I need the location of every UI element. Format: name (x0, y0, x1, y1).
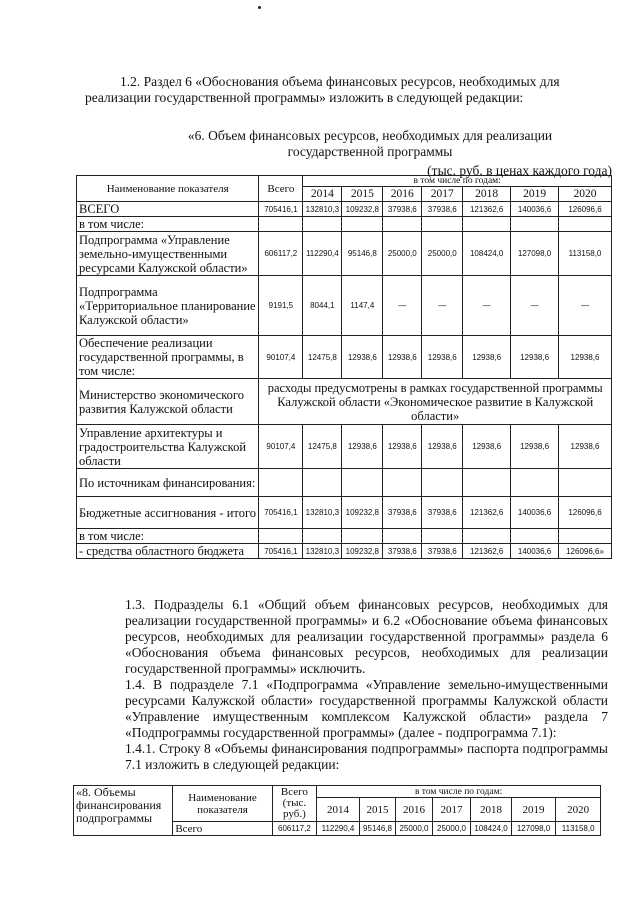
row-value: 25000,0 (432, 822, 471, 836)
units-note: (тыс. руб. в ценах каждого года) (427, 163, 612, 178)
table-row (77, 336, 612, 379)
row-value: 25000,0 (396, 822, 432, 836)
year-header: 2014 (317, 798, 360, 822)
row-total (259, 217, 303, 232)
row-value (342, 217, 383, 232)
subprogram-financing-table (73, 785, 601, 836)
row-name: Бюджетные ассигнования - итого (77, 497, 259, 529)
row-value (463, 217, 511, 232)
year-header: 2019 (511, 798, 556, 822)
row-value: 37938,6 (422, 497, 463, 529)
row-value: 126096,6 (559, 202, 612, 217)
row-total: 90107,4 (259, 425, 303, 469)
row-value: 25000,0 (383, 232, 422, 276)
row-value: 140036,6 (511, 497, 559, 529)
year-header: 2017 (422, 187, 463, 202)
row-name: в том числе: (77, 217, 259, 232)
row-value (559, 469, 612, 497)
row-value (303, 469, 342, 497)
row-value: 126096,6» (559, 544, 612, 559)
table-row (77, 276, 612, 336)
row-value (422, 469, 463, 497)
row-value: 121362,6 (463, 202, 511, 217)
table-row (77, 379, 612, 425)
row-value (559, 217, 612, 232)
row-name: Министерство экономического развития Калужской области (77, 379, 259, 425)
section-title-line-1: «6. Объем финансовых ресурсов, необходимых для реализации (187, 128, 553, 143)
row-name: - средства областного бюджета (77, 544, 259, 559)
row-value: 37938,6 (383, 202, 422, 217)
year-header: 2020 (559, 187, 612, 202)
scan-dot (258, 6, 261, 9)
row-value: 140036,6 (511, 544, 559, 559)
row-value (383, 529, 422, 544)
row-value: 12475,8 (303, 425, 342, 469)
row-value (303, 217, 342, 232)
row-name: Всего (173, 822, 272, 836)
header-years-group: в том числе по годам: (303, 176, 612, 187)
row-value: 109232,8 (342, 544, 383, 559)
row-value: 108424,0 (471, 822, 512, 836)
row-name: По источникам финансирования: (77, 469, 259, 497)
row-total: 606117,2 (259, 232, 303, 276)
table-row (77, 232, 612, 276)
header-years-group: в том числе по годам: (317, 786, 601, 798)
row-value: 12938,6 (422, 336, 463, 379)
row-value (422, 529, 463, 544)
row-value: 112290,4 (303, 232, 342, 276)
table-row (77, 217, 612, 232)
row-value: 109232,8 (342, 497, 383, 529)
row-value (383, 469, 422, 497)
intro-line-2: реализации государственной программы» изложить в следующей редакции: (85, 90, 524, 105)
row-total (259, 529, 303, 544)
financing-table (76, 175, 612, 559)
table-row (77, 544, 612, 559)
row-value: 8044,1 (303, 276, 342, 336)
row-name: Управление архитектуры и градостроительства Калужской области (77, 425, 259, 469)
row-value (511, 529, 559, 544)
row-total (259, 469, 303, 497)
table-row (77, 425, 612, 469)
row-name: ВСЕГО (77, 202, 259, 217)
row-value: 95146,8 (342, 232, 383, 276)
row-total: 606117,2 (272, 822, 317, 836)
row-value: — (422, 276, 463, 336)
row-value: 126096,6 (559, 497, 612, 529)
row-name: Обеспечение реализации государственной программы, в том числе: (77, 336, 259, 379)
row-value: 37938,6 (383, 497, 422, 529)
header-name: Наименование показателя (77, 176, 259, 202)
section-title (150, 128, 590, 160)
paragraph-1-4-1: 1.4.1. Строку 8 «Объемы финансирования подпрограммы» паспорта подпрограммы 7.1 изложить в следующей редакции: (125, 741, 608, 772)
year-header: 2015 (359, 798, 395, 822)
year-header: 2016 (383, 187, 422, 202)
row-value: 132810,3 (303, 497, 342, 529)
row-value: — (463, 276, 511, 336)
row-value: 12938,6 (342, 336, 383, 379)
header-name: Наименование показателя (173, 786, 272, 822)
row-total: 705416,1 (259, 497, 303, 529)
row-value: 108424,0 (463, 232, 511, 276)
row-value: 12938,6 (422, 425, 463, 469)
table-row (77, 469, 612, 497)
year-header: 2014 (303, 187, 342, 202)
year-header: 2018 (463, 187, 511, 202)
row-value: 12938,6 (511, 336, 559, 379)
section-title-line-2: государственной программы (287, 144, 453, 159)
paragraph-1-4: 1.4. В подразделе 7.1 «Подпрограмма «Управление земельно-имущественными ресурсами Калужской области» государственной программы Калужской области «Управление имущественным комплексом Калужской области» раздела 7 «Подпрограммы государственной программы» (далее - подпрограмма 7.1): (125, 677, 608, 740)
year-header: 2018 (471, 798, 512, 822)
year-header: 2020 (556, 798, 601, 822)
row-value: 37938,6 (422, 202, 463, 217)
row-value (342, 469, 383, 497)
row-value (303, 529, 342, 544)
row-value: 109232,8 (342, 202, 383, 217)
row-value: 12938,6 (342, 425, 383, 469)
row-value (463, 529, 511, 544)
row-value: 12938,6 (559, 336, 612, 379)
table-row (77, 497, 612, 529)
row-value: 37938,6 (422, 544, 463, 559)
row-value: 140036,6 (511, 202, 559, 217)
row-value: 37938,6 (383, 544, 422, 559)
row-value: 112290,4 (317, 822, 360, 836)
row-value: 121362,6 (463, 497, 511, 529)
table-row (77, 202, 612, 217)
row-value: 25000,0 (422, 232, 463, 276)
header-total: Всего (тыс. руб.) (272, 786, 317, 822)
row-value: 132810,3 (303, 544, 342, 559)
row-value: 12475,8 (303, 336, 342, 379)
row-value (383, 217, 422, 232)
table-row (77, 529, 612, 544)
row-value: 127098,0 (511, 822, 556, 836)
row-value: 12938,6 (463, 336, 511, 379)
paragraph-1-3: 1.3. Подразделы 6.1 «Общий объем финансовых ресурсов, необходимых для реализации государственной программы» и 6.2 «Обоснование объема финансовых ресурсов, необходимых для реализации государственной программы» раздела 6 «Обоснования объема финансовых ресурсов, необходимых для реализации государственной программы» исключить. (125, 597, 608, 676)
year-header: 2016 (396, 798, 432, 822)
row-value: — (383, 276, 422, 336)
year-header: 2017 (432, 798, 471, 822)
row-value: — (559, 276, 612, 336)
row-value: 12938,6 (383, 425, 422, 469)
row-value: — (511, 276, 559, 336)
intro-line-1: 1.2. Раздел 6 «Обоснования объема финансовых ресурсов, необходимых для (120, 74, 560, 89)
row-value (511, 217, 559, 232)
row-name: в том числе: (77, 529, 259, 544)
year-header: 2019 (511, 187, 559, 202)
row-value: 121362,6 (463, 544, 511, 559)
row-value (422, 217, 463, 232)
row-total: 705416,1 (259, 544, 303, 559)
year-header: 2015 (342, 187, 383, 202)
row-value (342, 529, 383, 544)
row-label: «8. Объемы финансирования подпрограммы (74, 786, 173, 836)
row-value: 1147,4 (342, 276, 383, 336)
row-total: 705416,1 (259, 202, 303, 217)
row-merged-note: расходы предусмотрены в рамках государственной программы Калужской области «Экономическое развитие в Калужской области» (259, 379, 612, 425)
row-value: 12938,6 (511, 425, 559, 469)
row-value: 12938,6 (559, 425, 612, 469)
row-value: 127098,0 (511, 232, 559, 276)
row-name: Подпрограмма «Управление земельно-имущественными ресурсами Калужской области» (77, 232, 259, 276)
row-value: 113158,0 (556, 822, 601, 836)
row-total: 90107,4 (259, 336, 303, 379)
row-name: Подпрограмма «Территориальное планирование Калужской области» (77, 276, 259, 336)
row-total: 9191,5 (259, 276, 303, 336)
row-value (511, 469, 559, 497)
row-value (559, 529, 612, 544)
row-value: 12938,6 (383, 336, 422, 379)
row-value (463, 469, 511, 497)
row-value: 132810,3 (303, 202, 342, 217)
row-value: 95146,8 (359, 822, 395, 836)
header-total: Всего (259, 176, 303, 202)
body-text (85, 597, 608, 773)
row-value: 113158,0 (559, 232, 612, 276)
row-value: 12938,6 (463, 425, 511, 469)
